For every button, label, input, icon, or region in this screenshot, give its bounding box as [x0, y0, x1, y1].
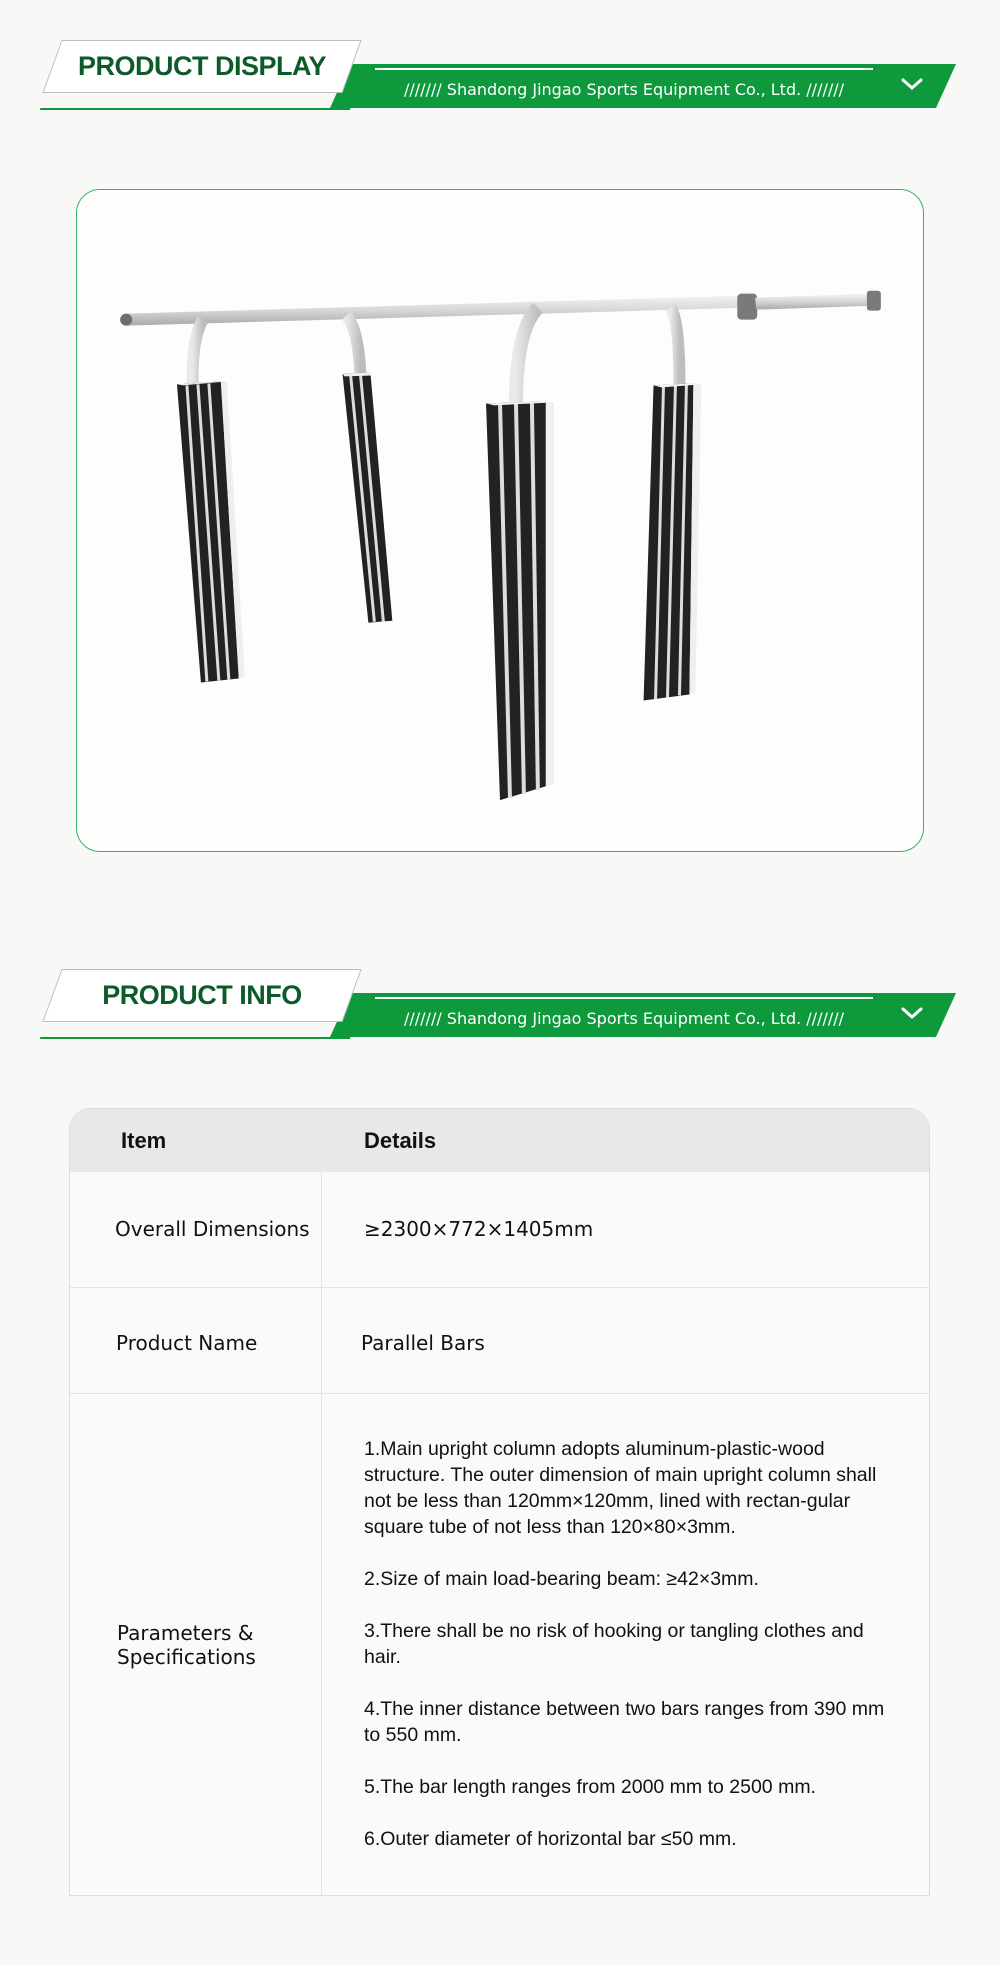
- spec-item-2: 2.Size of main load-bearing beam: ≥42×3mm.: [364, 1568, 759, 1590]
- specifications-list: [364, 1436, 904, 1878]
- product-display-header: [0, 40, 1000, 130]
- product-info-header: [0, 969, 1000, 1059]
- company-subtitle: /////// Shandong Jingao Sports Equipment Co., Ltd. ///////: [403, 1009, 845, 1028]
- banner-divider: [375, 997, 873, 999]
- bar-pad-4: [644, 383, 702, 700]
- spec-item-6: 6.Outer diameter of horizontal bar ≤50 mm.: [364, 1828, 737, 1850]
- spec-item-5: 5.The bar length ranges from 2000 mm to 2500 mm.: [364, 1776, 816, 1798]
- company-subtitle: /////// Shandong Jingao Sports Equipment Co., Ltd. ///////: [403, 80, 845, 99]
- product-image: [76, 189, 924, 852]
- row-value-product-name: Parallel Bars: [361, 1331, 485, 1355]
- row-divider: [70, 1393, 929, 1394]
- product-info-table: [69, 1108, 930, 1896]
- row-label-dimensions: Overall Dimensions: [115, 1217, 310, 1241]
- row-value-dimensions: ≥2300×772×1405mm: [364, 1217, 594, 1241]
- header-item: Item: [121, 1128, 167, 1153]
- bar-pad-1: [177, 381, 245, 682]
- section-title: PRODUCT INFO: [102, 980, 302, 1010]
- spec-item-1: 1.Main upright column adopts aluminum-plastic-wood structure. The outer dimension of main upright column shall not be less than 120mm×120mm, lined with rectan-gular square tube of not less than 120×80×3mm.: [364, 1438, 877, 1538]
- row-label-product-name: Product Name: [116, 1331, 258, 1355]
- chevron-down-icon[interactable]: [900, 75, 924, 93]
- row-label-parameters: Parameters & Specifications: [117, 1621, 256, 1669]
- column-divider: [321, 1172, 322, 1895]
- spec-item-4: 4.The inner distance between two bars ranges from 390 mm to 550 mm.: [364, 1698, 885, 1746]
- banner-divider: [375, 68, 873, 70]
- bar-pad-3: [486, 401, 554, 800]
- section-title: PRODUCT DISPLAY: [77, 51, 327, 81]
- bar-pad-2: [342, 372, 392, 622]
- chevron-down-icon[interactable]: [900, 1004, 924, 1022]
- row-divider: [70, 1287, 929, 1288]
- header-details: Details: [364, 1128, 437, 1153]
- table-header: [70, 1109, 929, 1172]
- spec-item-3: 3.There shall be no risk of hooking or tangling clothes and hair.: [364, 1620, 864, 1668]
- parallel-bars-illustration: [77, 190, 923, 851]
